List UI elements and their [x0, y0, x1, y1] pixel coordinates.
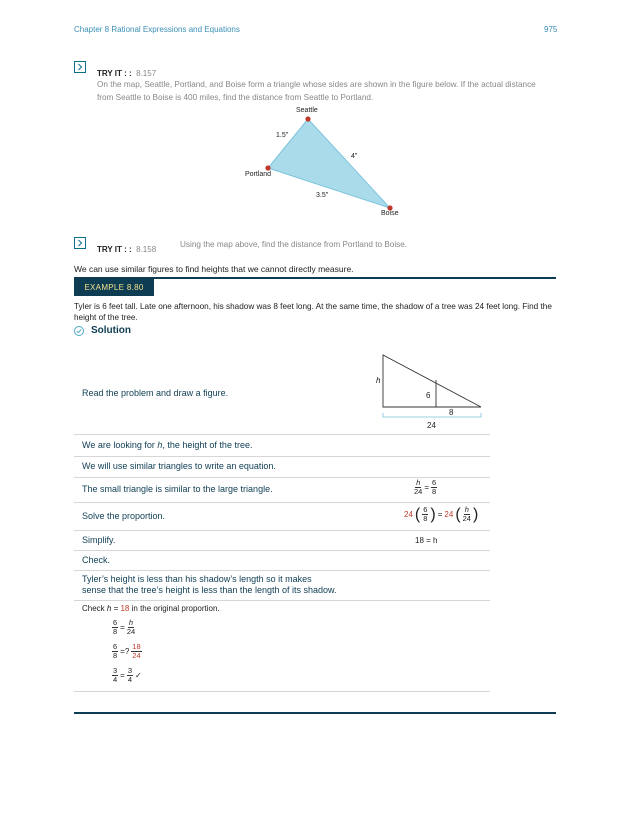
example-badge: EXAMPLE 8.80	[74, 279, 154, 296]
step-text: Check.	[82, 555, 111, 565]
step-text: The small triangle is similar to the large triangle.	[82, 484, 273, 494]
step-row	[74, 477, 490, 503]
step-text: Read the problem and draw a figure.	[82, 388, 229, 398]
seattle-label: Seattle	[296, 107, 318, 114]
step-text: Simplify.	[82, 535, 116, 545]
try-it-number: 8.157	[136, 69, 157, 78]
try-it-expand-button[interactable]	[74, 61, 86, 73]
step-row	[74, 456, 490, 478]
figure-24-label: 24	[427, 421, 436, 430]
example-bottom-rule	[74, 712, 556, 714]
step-variable: h	[157, 440, 163, 450]
chevron-right-icon	[75, 238, 85, 248]
step-text-part: , the height of the tree.	[162, 440, 253, 450]
step-row	[74, 570, 490, 601]
try-it-number: 8.158	[136, 245, 157, 254]
step-text: Solve the proportion.	[82, 511, 166, 521]
step-text-line: Tyler’s height is less than his shadow’s length so it makes	[82, 574, 312, 584]
check-line-2: $\frac{6}{8}$ =? $\frac{18}{24}$	[113, 642, 141, 660]
step-row	[74, 502, 490, 531]
solution-heading: Solution	[91, 325, 131, 336]
step-text	[82, 574, 337, 596]
chapter-title: Chapter 8 Rational Expressions and Equations	[74, 25, 240, 34]
checkmark-icon: ✓	[135, 671, 142, 680]
step-text-part: We are looking for	[82, 440, 158, 450]
step-row	[74, 530, 490, 551]
try-it-text: Using the map above, find the distance from Portland to Boise.	[180, 240, 408, 249]
simplified-result: 18 = h	[415, 536, 438, 545]
intro-text: We can use similar figures to find heights that we cannot directly measure.	[74, 264, 354, 274]
try-it-text: On the map, Seattle, Portland, and Boise form a triangle whose sides are shown in the figure below. If the actual distance from Seattle to Boise is 400 miles, find the distance from Seattle to Portland.	[97, 80, 536, 102]
side-seattle-portland: 1.5"	[276, 132, 289, 139]
try-it-heading	[97, 239, 156, 257]
step-text	[82, 440, 252, 450]
check-line-1: $\frac{6}{8}$ = $\frac{h}{24}$	[113, 618, 136, 636]
check-instruction: Check h = 18 in the original proportion.	[82, 604, 220, 613]
boise-label: Boise	[381, 210, 399, 217]
step-row	[74, 434, 490, 457]
try-it-label: TRY IT : :	[97, 245, 132, 254]
try-it-expand-button[interactable]	[74, 237, 86, 249]
check-circle-icon	[74, 326, 84, 336]
check-line-3: $\frac{3}{4}$ = $\frac{3}{4}$ ✓	[113, 666, 142, 684]
proportion-equation: $\frac{h}{24}$ = $\frac{6}{8}$	[414, 478, 437, 496]
try-it-label: TRY IT : :	[97, 69, 132, 78]
side-portland-boise: 3.5"	[316, 192, 329, 199]
figure-eight-label: 8	[449, 408, 454, 417]
step-text-line: sense that the tree’s height is less than the length of its shadow.	[82, 585, 337, 595]
step-row	[74, 550, 490, 571]
check-block	[74, 600, 490, 692]
portland-label: Portland	[245, 171, 272, 178]
solve-equation: 24 ( $\frac{6}{8}$ ) = 24 ( $\frac{h}{24}$ )	[404, 505, 479, 523]
page-number: 975	[544, 25, 558, 34]
map-triangle-figure	[230, 103, 410, 223]
fraction: $\frac{h}{24}$	[462, 505, 471, 523]
step-row	[74, 350, 490, 435]
seattle-dot	[305, 116, 310, 121]
figure-six-label: 6	[426, 391, 431, 400]
figure-h-label: h	[376, 376, 381, 385]
chevron-right-icon	[75, 62, 85, 72]
fraction: $\frac{6}{8}$	[423, 505, 428, 523]
example-problem: Tyler is 6 feet tall. Late one afternoon, his shadow was 8 feet long. At the same time, the shadow of a tree was 24 feet long. Find the height of the tree.	[74, 302, 552, 322]
fraction: $\frac{h}{24}$	[414, 478, 423, 496]
side-seattle-boise: 4"	[351, 153, 358, 160]
step-text: We will use similar triangles to write an equation.	[82, 461, 276, 471]
portland-dot	[265, 165, 270, 170]
fraction: $\frac{6}{8}$	[432, 478, 437, 496]
